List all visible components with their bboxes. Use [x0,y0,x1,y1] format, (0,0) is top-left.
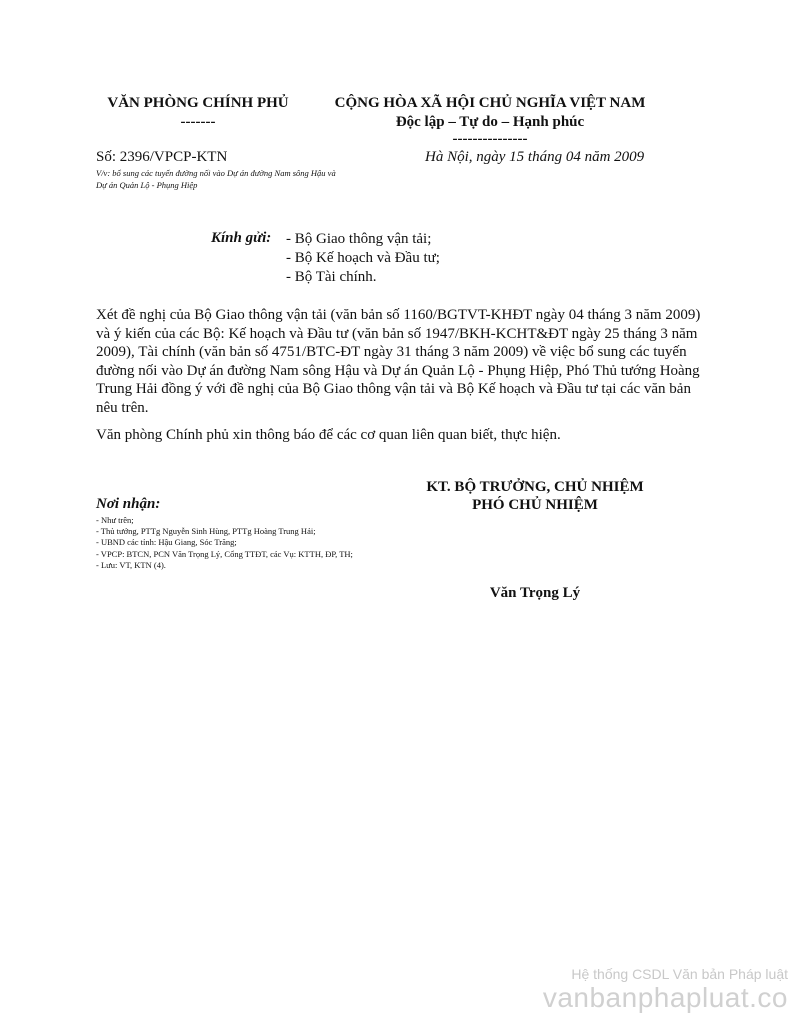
signature-title: KT. BỘ TRƯỞNG, CHỦ NHIỆM [426,479,644,495]
recipients-list [96,515,386,571]
document-subject: V/v: bổ sung các tuyến đường nối vào Dự án đường Nam sông Hậu và Dự án Quản Lộ - Phụng Hiệp [96,168,336,190]
recipient-item: - VPCP: BTCN, PCN Văn Trọng Lý, Cổng TTĐT, các Vụ: KTTH, ĐP, TH; [96,548,353,559]
motto-divider: --------------- [452,131,528,147]
agency-name: VĂN PHÒNG CHÍNH PHỦ [107,95,289,111]
recipient-item: - Thủ tướng, PTTg Nguyễn Sinh Hùng, PTTg Hoàng Trung Hải; [96,526,316,537]
recipient-item: - Như trên; [96,515,134,525]
watermark-site[interactable]: vanbanphapluat.co [542,982,788,1013]
addressee-label: Kính gửi: [211,230,272,246]
document-body [96,306,706,444]
body-paragraph: Xét đề nghị của Bộ Giao thông vận tải (văn bản số 1160/BGTVT-KHĐT ngày 04 tháng 3 năm 2009) và ý kiến của các Bộ: Kế hoạch và Đầu tư (văn bản số 1947/BKH-KCHT&ĐT ngày 25 tháng 3 năm 2009), Tài chính (văn bản số 4751/BTC-ĐT ngày 31 tháng 3 năm 2009) về việc bổ sung các tuyến đường nối vào Dự án đường Nam sông Hậu và Dự án Quản Lộ - Phụng Hiệp, Phó Thủ tướng Hoàng Trung Hải đồng ý với đề nghị của Bộ Giao thông vận tải và Bộ Kế hoạch và Đầu tư tại các văn bản nêu trên. [96,307,701,416]
document-number: Số: 2396/VPCP-KTN [96,149,228,165]
place-and-date: Hà Nội, ngày 15 tháng 04 năm 2009 [425,149,645,165]
signer-name: Văn Trọng Lý [489,585,581,601]
agency-divider: ------- [180,114,216,130]
addressee-item: - Bộ Tài chính. [286,269,377,285]
signature-subtitle: PHÓ CHỦ NHIỆM [472,497,598,513]
recipient-item: - Lưu: VT, KTN (4). [96,559,166,570]
body-paragraph: Văn phòng Chính phủ xin thông báo để các cơ quan liên quan biết, thực hiện. [96,426,561,443]
addressee-item: - Bộ Kế hoạch và Đầu tư; [286,250,440,266]
addressee-list [286,230,440,287]
watermark-caption: Hệ thống CSDL Văn bản Pháp luật [571,966,788,982]
country-name: CỘNG HÒA XÃ HỘI CHỦ NGHĨA VIỆT NAM [334,95,646,111]
recipients-label: Nơi nhận: [96,496,161,512]
recipient-item: - UBND các tỉnh: Hậu Giang, Sóc Trăng; [96,537,237,548]
addressee-item: - Bộ Giao thông vận tải; [286,231,432,247]
signature-block [380,478,690,514]
national-motto: Độc lập – Tự do – Hạnh phúc [395,114,585,130]
